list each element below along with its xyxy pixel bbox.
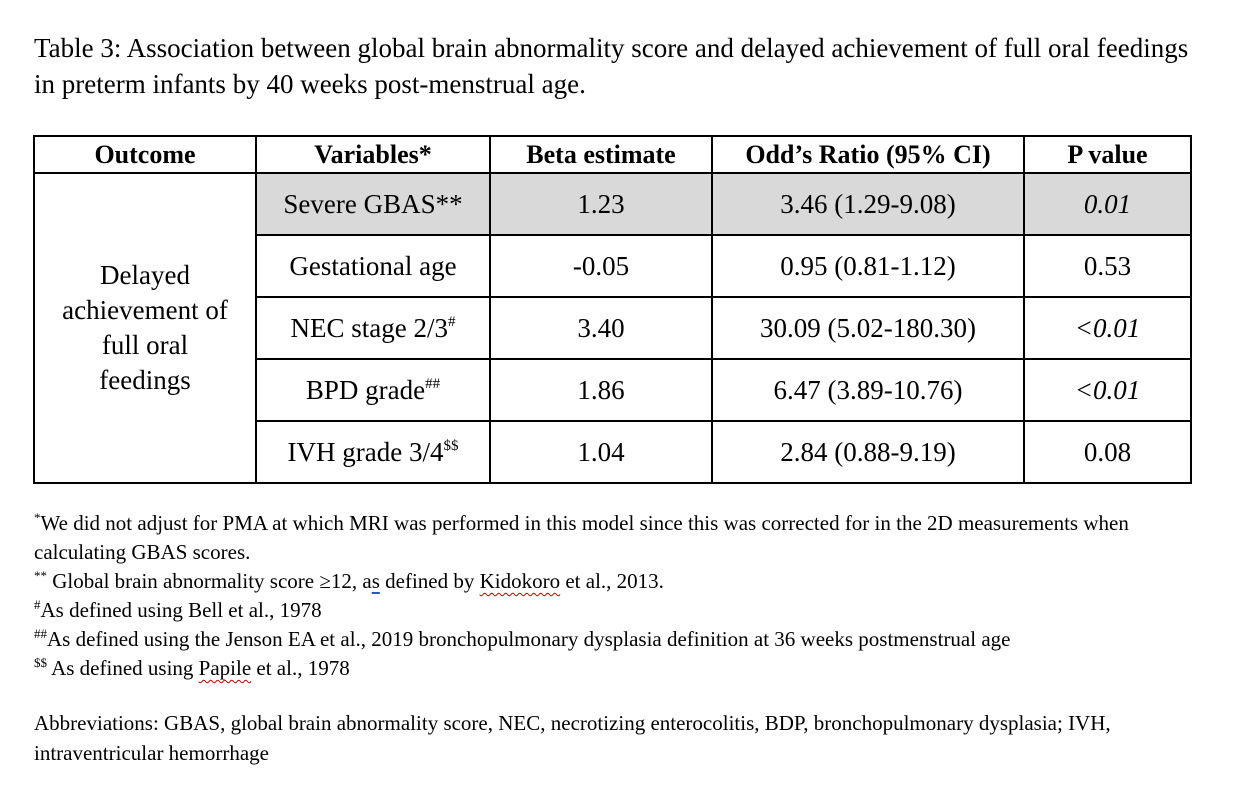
- or-cell: 2.84 (0.88-9.19): [712, 421, 1024, 483]
- outcome-line: achievement of: [62, 295, 228, 325]
- header-outcome: Outcome: [34, 136, 256, 173]
- p-cell: 0.53: [1024, 235, 1191, 297]
- footnote-text: et al., 1978: [251, 656, 350, 680]
- footnote-mark: **: [34, 568, 47, 583]
- outcome-line: full oral: [101, 330, 189, 360]
- abbreviations-note: Abbreviations: GBAS, global brain abnormality score, NEC, necrotizing enterocolitis, BDP, bronchopulmonary dysplasia; IVH, intraventricular hemorrhage: [34, 711, 1111, 765]
- footnote-3: [34, 596, 1224, 625]
- footnote-text: As defined using Bell et al., 1978: [40, 598, 322, 622]
- beta-cell: -0.05: [490, 235, 712, 297]
- footnote-text: et al., 2013.: [560, 569, 664, 593]
- beta-cell: 1.04: [490, 421, 712, 483]
- footnote-mark: *: [34, 510, 41, 525]
- variable-sup: #: [447, 313, 456, 330]
- grammar-marked-text[interactable]: s: [371, 569, 380, 593]
- footnote-text: Global brain abnormality score ≥12, a: [47, 569, 372, 593]
- footnote-mark: ##: [34, 626, 47, 641]
- footnote-text: As defined using the Jenson EA et al., 2019 bronchopulmonary dysplasia definition at 36 weeks postmenstrual age: [47, 627, 1011, 651]
- footnotes: [34, 509, 1224, 683]
- variable-cell: [256, 173, 490, 235]
- header-beta: Beta estimate: [490, 136, 712, 173]
- variable-cell: [256, 421, 490, 483]
- header-variables: Variables*: [256, 136, 490, 173]
- variable-label: NEC stage 2/3: [290, 312, 448, 343]
- or-cell: 30.09 (5.02-180.30): [712, 297, 1024, 359]
- variable-sup: ##: [425, 375, 441, 392]
- header-p-value: P value: [1024, 136, 1191, 173]
- beta-cell: 1.86: [490, 359, 712, 421]
- header-odds-ratio: Odd’s Ratio (95% CI): [712, 136, 1024, 173]
- beta-cell: 1.23: [490, 173, 712, 235]
- variable-label: IVH grade 3/4: [287, 436, 444, 467]
- outcome-cell: [34, 173, 256, 483]
- variable-cell: [256, 235, 490, 297]
- results-table: [33, 135, 1192, 484]
- p-cell: <0.01: [1024, 359, 1191, 421]
- variable-label: Severe GBAS: [283, 188, 436, 219]
- spellcheck-marked-word[interactable]: Kidokoro: [479, 569, 561, 593]
- variable-label: BPD grade: [305, 374, 426, 405]
- footnote-4: [34, 625, 1224, 654]
- footnote-text: defined by: [379, 569, 480, 593]
- or-cell: 3.46 (1.29-9.08): [712, 173, 1024, 235]
- spellcheck-marked-word[interactable]: Papile: [198, 656, 252, 680]
- variable-label: Gestational age: [289, 250, 457, 281]
- header-row: [34, 136, 1191, 173]
- or-cell: 6.47 (3.89-10.76): [712, 359, 1024, 421]
- outcome-line: Delayed: [100, 260, 190, 290]
- table-row: [34, 173, 1191, 235]
- p-cell: <0.01: [1024, 297, 1191, 359]
- variable-sup: $$: [443, 437, 459, 454]
- beta-cell: 3.40: [490, 297, 712, 359]
- p-cell: 0.01: [1024, 173, 1191, 235]
- footnote-text: As defined using: [47, 656, 199, 680]
- footnote-text: We did not adjust for PMA at which MRI was performed in this model since this was corrected for in the 2D measurements when calculating GBAS scores.: [34, 511, 1129, 564]
- variable-sup: **: [435, 188, 463, 219]
- footnote-2: [34, 567, 1224, 596]
- variable-cell: [256, 297, 490, 359]
- footnote-mark: $$: [34, 655, 47, 670]
- or-cell: 0.95 (0.81-1.12): [712, 235, 1024, 297]
- footnote-1: [34, 509, 1224, 567]
- footnote-mark: #: [34, 597, 41, 612]
- outcome-line: feedings: [99, 365, 191, 395]
- variable-cell: [256, 359, 490, 421]
- footnote-5: [34, 654, 1224, 683]
- table-caption: Table 3: Association between global brain abnormality score and delayed achievement of full oral feedings in preterm infants by 40 weeks post-menstrual age.: [34, 33, 1189, 99]
- p-cell: 0.08: [1024, 421, 1191, 483]
